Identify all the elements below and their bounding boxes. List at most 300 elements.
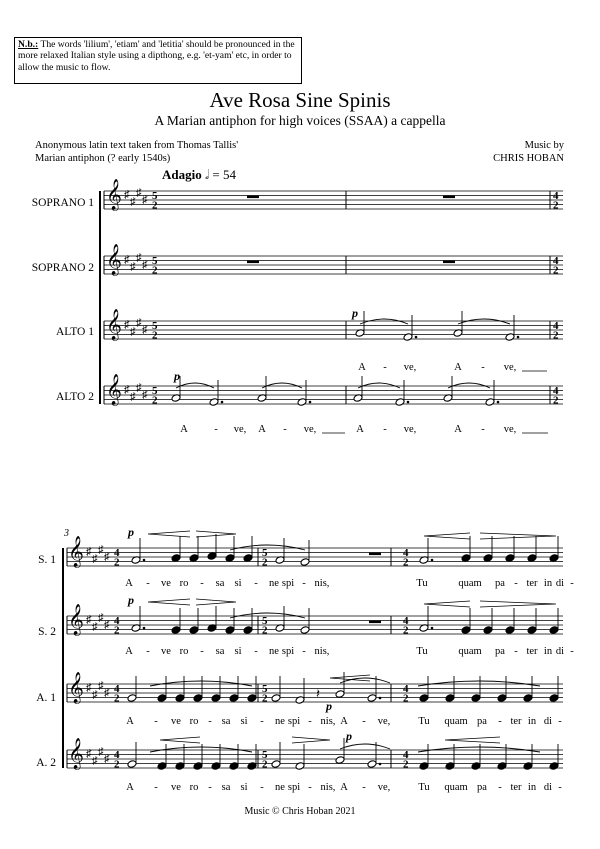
time-signature-denominator: 2	[114, 624, 120, 637]
dynamic-mark: p	[346, 729, 352, 743]
augmentation-dot	[431, 559, 434, 562]
part-label-s2: S. 2	[38, 626, 56, 638]
whole-rest-icon	[369, 621, 381, 624]
lyric-alto1: spi	[287, 716, 301, 727]
time-signature-denominator: 2	[553, 199, 559, 212]
notehead	[209, 398, 219, 407]
time-signature-numerator: 5	[262, 615, 268, 627]
time-signature-numerator: 4	[403, 749, 409, 761]
lyric-soprano: quam	[458, 646, 482, 657]
piece-subtitle: A Marian antiphon for high voices (SSAA) a cappella	[154, 113, 446, 128]
composer-credit-line-1: Music by	[524, 140, 564, 151]
lyric-soprano: -	[146, 646, 150, 657]
lyric-alto1: -	[558, 716, 562, 727]
sharp-icon: ♯	[92, 553, 98, 565]
sharp-icon: ♯	[124, 254, 130, 266]
lyric-soprano: A	[125, 578, 133, 589]
lyric-soprano: in	[543, 578, 553, 589]
lyric-alto2: ter	[510, 782, 522, 793]
treble-clef-icon: 𝄞	[106, 374, 122, 404]
notehead	[445, 762, 455, 771]
crescendo-hairpin	[424, 601, 470, 607]
slur	[458, 319, 510, 324]
notehead	[549, 626, 559, 635]
sharp-icon: ♯	[136, 187, 142, 199]
augmentation-dot	[497, 401, 500, 404]
slur	[360, 319, 408, 324]
lyric-alto2: ve,	[377, 782, 391, 793]
lyric-soprano: -	[570, 578, 574, 589]
lyric-alto2: ne	[275, 782, 285, 793]
slur	[150, 681, 252, 686]
text-credit-line-2: Marian antiphon (? early 1540s)	[35, 152, 171, 164]
time-signature-denominator: 2	[114, 692, 120, 705]
lyric-alto2: A	[180, 424, 188, 435]
lyric-soprano: Tu	[416, 646, 428, 657]
lyric-alto1: si	[240, 716, 248, 727]
notehead	[189, 554, 199, 563]
lyric-alto2: A	[340, 782, 348, 793]
notehead	[395, 398, 405, 407]
time-signature-numerator: 4	[553, 320, 559, 332]
sharp-icon: ♯	[136, 252, 142, 264]
lyric-alto1: A	[358, 362, 366, 373]
treble-clef-icon: 𝄞	[68, 738, 84, 768]
lyric-alto2: ve	[171, 782, 181, 793]
augmentation-dot	[379, 697, 382, 700]
lyric-soprano: -	[570, 646, 574, 657]
augmentation-dot	[143, 559, 146, 562]
notehead	[527, 626, 537, 635]
lyric-alto2: -	[498, 782, 502, 793]
sharp-icon: ♯	[136, 382, 142, 394]
notehead	[295, 762, 305, 771]
lyric-alto2: in	[527, 782, 537, 793]
time-signature-denominator: 2	[403, 692, 409, 705]
crescendo-hairpin	[148, 599, 190, 605]
time-signature-numerator: 4	[553, 255, 559, 267]
lyric-soprano: nis,	[314, 646, 330, 657]
sharp-icon: ♯	[104, 687, 110, 699]
lyric-alto1: pa	[477, 716, 487, 727]
lyric-alto1: nis,	[320, 716, 336, 727]
time-signature-numerator: 5	[152, 190, 158, 202]
notehead	[243, 626, 253, 635]
notehead	[295, 696, 305, 705]
time-signature-numerator: 5	[262, 683, 268, 695]
whole-rest-icon	[247, 196, 259, 199]
crescendo-hairpin	[424, 533, 470, 539]
sharp-icon: ♯	[92, 689, 98, 701]
notehead	[485, 398, 495, 407]
lyric-alto2: -	[308, 782, 312, 793]
lyric-alto2: -	[383, 424, 387, 435]
lyric-soprano: ne	[269, 578, 279, 589]
notehead	[300, 558, 310, 567]
sharp-icon: ♯	[104, 753, 110, 765]
lyric-alto2: sa	[221, 782, 231, 793]
lyric-alto1: -	[154, 716, 158, 727]
part-label-soprano-1: SOPRANO 1	[31, 197, 94, 209]
lyric-alto2: -	[260, 782, 264, 793]
copyright-footer: Music © Chris Hoban 2021	[244, 806, 356, 817]
slur	[418, 747, 540, 752]
time-signature-numerator: 4	[114, 615, 120, 627]
part-label-soprano-2: SOPRANO 2	[31, 262, 94, 274]
lyric-alto1: -	[308, 716, 312, 727]
time-signature-denominator: 2	[262, 692, 268, 705]
quarter-rest-icon: 𝄽	[316, 686, 320, 701]
whole-rest-icon	[443, 261, 455, 264]
notehead	[193, 762, 203, 771]
time-signature-numerator: 5	[262, 749, 268, 761]
lyric-soprano: A	[125, 646, 133, 657]
lyric-soprano: -	[302, 646, 306, 657]
time-signature-denominator: 2	[553, 394, 559, 407]
sharp-icon: ♯	[124, 384, 130, 396]
part-label-alto-2: ALTO 2	[55, 391, 94, 403]
slur	[150, 747, 252, 752]
notehead	[461, 626, 471, 635]
slur	[230, 545, 305, 550]
notehead	[505, 333, 515, 342]
crescendo-hairpin	[445, 737, 500, 743]
lyric-alto2: -	[208, 782, 212, 793]
notehead	[175, 694, 185, 703]
notehead	[193, 694, 203, 703]
sharp-icon: ♯	[142, 324, 148, 336]
lyric-alto2: -	[214, 424, 218, 435]
lyric-soprano: -	[514, 646, 518, 657]
lyric-soprano: pa	[495, 646, 505, 657]
time-signature-denominator: 2	[152, 394, 158, 407]
lyric-soprano: nis,	[314, 578, 330, 589]
augmentation-dot	[221, 401, 224, 404]
lyric-alto2: ve,	[303, 424, 317, 435]
lyric-alto1: -	[383, 362, 387, 373]
lyric-alto1: quam	[444, 716, 468, 727]
sharp-icon: ♯	[98, 612, 104, 624]
notehead	[175, 762, 185, 771]
augmentation-dot	[517, 336, 520, 339]
notehead	[497, 694, 507, 703]
time-signature-denominator: 2	[553, 329, 559, 342]
part-label-a2: A. 2	[36, 757, 56, 769]
notehead	[127, 694, 137, 703]
lyric-alto1: -	[362, 716, 366, 727]
time-signature-denominator: 2	[262, 624, 268, 637]
composer-credit-line-2: CHRIS HOBAN	[493, 152, 564, 164]
notehead	[335, 690, 345, 699]
tempo-word: Adagio	[162, 167, 202, 182]
notehead	[189, 626, 199, 635]
whole-rest-icon	[247, 261, 259, 264]
sharp-icon: ♯	[86, 682, 92, 694]
lyric-alto1: -	[498, 716, 502, 727]
lyric-alto2: quam	[444, 782, 468, 793]
lyric-alto2: di	[543, 782, 553, 793]
notehead	[211, 694, 221, 703]
lyric-alto1: ve,	[503, 362, 517, 373]
lyric-alto1: Tu	[418, 716, 430, 727]
time-signature-denominator: 2	[553, 264, 559, 277]
time-signature-numerator: 5	[262, 547, 268, 559]
time-signature-numerator: 4	[553, 385, 559, 397]
lyric-soprano: sa	[215, 646, 225, 657]
notehead	[243, 554, 253, 563]
lyric-soprano: spi	[281, 578, 295, 589]
lyric-soprano: ro	[179, 578, 189, 589]
lyric-alto1: in	[527, 716, 537, 727]
treble-clef-icon: 𝄞	[68, 672, 84, 702]
note-text: The words 'lilium', 'etiam' and 'letitia' should be pronounced in the more relaxed Italian style using a dipthong, e.g. 'et-yam' etc, in order to allow the music to flow.	[18, 39, 295, 73]
slur	[230, 613, 305, 618]
lyric-alto2: ve,	[403, 424, 417, 435]
lyric-alto2: ve,	[503, 424, 517, 435]
time-signature-denominator: 2	[114, 556, 120, 569]
time-signature-numerator: 4	[403, 547, 409, 559]
lyric-soprano: -	[200, 646, 204, 657]
treble-clef-icon: 𝄞	[106, 179, 122, 209]
lyric-alto1: A	[454, 362, 462, 373]
lyric-soprano: pa	[495, 578, 505, 589]
diminuendo-hairpin	[480, 601, 556, 607]
notehead	[157, 762, 167, 771]
notehead	[297, 398, 307, 407]
time-signature-numerator: 4	[403, 615, 409, 627]
lyric-alto1: ter	[510, 716, 522, 727]
sharp-icon: ♯	[92, 621, 98, 633]
notehead	[229, 694, 239, 703]
notehead	[247, 694, 257, 703]
notehead	[483, 626, 493, 635]
notehead	[549, 762, 559, 771]
notehead	[271, 760, 281, 769]
whole-rest-icon	[443, 196, 455, 199]
dynamic-mark: p	[352, 306, 358, 320]
slur	[340, 744, 390, 749]
time-signature-denominator: 2	[403, 758, 409, 771]
sharp-icon: ♯	[104, 551, 110, 563]
notehead	[157, 694, 167, 703]
sharp-icon: ♯	[124, 319, 130, 331]
lyric-soprano: -	[514, 578, 518, 589]
half-note-icon: 𝅗𝅥	[204, 167, 210, 182]
time-signature-denominator: 2	[152, 329, 158, 342]
sharp-icon: ♯	[86, 614, 92, 626]
diminuendo-hairpin	[196, 599, 236, 605]
time-signature-denominator: 2	[262, 758, 268, 771]
lyric-alto2: nis,	[320, 782, 336, 793]
slur	[176, 383, 214, 388]
time-signature-numerator: 5	[152, 255, 158, 267]
lyric-alto2: A	[454, 424, 462, 435]
augmentation-dot	[309, 401, 312, 404]
lyric-soprano: -	[254, 578, 258, 589]
notehead	[471, 762, 481, 771]
notehead	[471, 694, 481, 703]
notehead	[483, 554, 493, 563]
lyric-soprano: sa	[215, 578, 225, 589]
time-signature-numerator: 4	[114, 547, 120, 559]
sharp-icon: ♯	[124, 189, 130, 201]
time-signature-denominator: 2	[152, 264, 158, 277]
crescendo-hairpin	[148, 531, 190, 537]
crescendo-hairpin	[160, 737, 200, 743]
treble-clef-icon: 𝄞	[68, 536, 84, 566]
dynamic-mark: p	[174, 369, 180, 383]
lyric-soprano: in	[543, 646, 553, 657]
lyric-soprano: ter	[526, 646, 538, 657]
part-label-s1: S. 1	[38, 554, 56, 566]
sharp-icon: ♯	[130, 196, 136, 208]
notehead	[367, 760, 377, 769]
lyric-alto1: ro	[189, 716, 199, 727]
time-signature-denominator: 2	[403, 624, 409, 637]
tempo-value: = 54	[212, 167, 236, 182]
notehead	[403, 333, 413, 342]
notehead	[211, 762, 221, 771]
treble-clef-icon: 𝄞	[106, 244, 122, 274]
diminuendo-hairpin	[480, 533, 556, 539]
diminuendo-hairpin	[292, 737, 330, 743]
notehead	[419, 694, 429, 703]
part-label-a1: A. 1	[36, 692, 56, 704]
notehead	[207, 552, 217, 561]
sharp-icon: ♯	[136, 317, 142, 329]
notehead	[171, 626, 181, 635]
sharp-icon: ♯	[92, 755, 98, 767]
sharp-icon: ♯	[142, 259, 148, 271]
sharp-icon: ♯	[98, 746, 104, 758]
lyric-alto2: -	[154, 782, 158, 793]
sharp-icon: ♯	[104, 619, 110, 631]
notehead	[445, 694, 455, 703]
time-signature-numerator: 4	[553, 190, 559, 202]
slur	[418, 681, 540, 686]
augmentation-dot	[407, 401, 410, 404]
lyric-alto1: ne	[275, 716, 285, 727]
treble-clef-icon: 𝄞	[68, 604, 84, 634]
notehead	[225, 626, 235, 635]
lyric-soprano: di	[555, 578, 565, 589]
part-label-alto-1: ALTO 1	[55, 326, 94, 338]
sharp-icon: ♯	[86, 546, 92, 558]
notehead	[549, 694, 559, 703]
notehead	[505, 554, 515, 563]
lyric-alto2: A	[356, 424, 364, 435]
lyric-alto2: -	[362, 782, 366, 793]
piece-title: Ave Rosa Sine Spinis	[209, 88, 391, 112]
augmentation-dot	[379, 763, 382, 766]
lyric-alto1: -	[481, 362, 485, 373]
whole-rest-icon	[369, 553, 381, 556]
notehead	[497, 762, 507, 771]
notehead	[367, 694, 377, 703]
time-signature-numerator: 5	[152, 320, 158, 332]
augmentation-dot	[415, 336, 418, 339]
lyric-soprano: ve	[161, 578, 171, 589]
sharp-icon: ♯	[130, 391, 136, 403]
lyric-alto2: -	[558, 782, 562, 793]
dynamic-mark: p	[128, 525, 134, 539]
time-signature-denominator: 2	[262, 556, 268, 569]
sharp-icon: ♯	[130, 326, 136, 338]
notehead	[527, 554, 537, 563]
lyric-alto2: -	[283, 424, 287, 435]
lyric-alto1: ve	[171, 716, 181, 727]
notehead	[271, 694, 281, 703]
augmentation-dot	[143, 627, 146, 630]
lyric-soprano: ro	[179, 646, 189, 657]
lyric-alto1: A	[126, 716, 134, 727]
time-signature-denominator: 2	[114, 758, 120, 771]
lyric-soprano: Tu	[416, 578, 428, 589]
time-signature-denominator: 2	[403, 556, 409, 569]
dynamic-mark: p	[128, 593, 134, 607]
lyric-soprano: -	[302, 578, 306, 589]
sharp-icon: ♯	[98, 544, 104, 556]
time-signature-denominator: 2	[152, 199, 158, 212]
slur	[448, 383, 490, 388]
lyric-alto1: -	[208, 716, 212, 727]
notehead	[419, 762, 429, 771]
measure-number: 3	[64, 528, 69, 539]
lyric-soprano: -	[200, 578, 204, 589]
lyric-soprano: quam	[458, 578, 482, 589]
lyric-alto2: spi	[287, 782, 301, 793]
lyric-soprano: si	[234, 578, 242, 589]
lyric-alto2: A	[258, 424, 266, 435]
lyric-alto2: pa	[477, 782, 487, 793]
time-signature-numerator: 5	[152, 385, 158, 397]
time-signature-numerator: 4	[114, 683, 120, 695]
lyric-alto1: di	[543, 716, 553, 727]
lyric-soprano: ve	[161, 646, 171, 657]
dynamic-mark: p	[326, 699, 332, 713]
notehead	[549, 554, 559, 563]
lyric-alto1: -	[260, 716, 264, 727]
lyric-alto1: ve,	[377, 716, 391, 727]
lyric-alto1: sa	[221, 716, 231, 727]
lyric-alto2: ro	[189, 782, 199, 793]
notehead	[505, 626, 515, 635]
note-label: N.b.:	[18, 39, 39, 50]
sharp-icon: ♯	[142, 194, 148, 206]
lyric-soprano: di	[555, 646, 565, 657]
augmentation-dot	[431, 627, 434, 630]
lyric-alto2: A	[126, 782, 134, 793]
lyric-alto2: -	[481, 424, 485, 435]
slur	[262, 383, 302, 388]
lyric-alto2: ve,	[233, 424, 247, 435]
sharp-icon: ♯	[142, 389, 148, 401]
notehead	[247, 762, 257, 771]
notehead	[335, 756, 345, 765]
lyric-soprano: -	[146, 578, 150, 589]
lyric-soprano: spi	[281, 646, 295, 657]
lyric-soprano: -	[254, 646, 258, 657]
notehead	[461, 554, 471, 563]
lyric-alto1: ve,	[403, 362, 417, 373]
sharp-icon: ♯	[86, 748, 92, 760]
notehead	[300, 626, 310, 635]
lyric-alto2: Tu	[418, 782, 430, 793]
notehead	[127, 760, 137, 769]
lyric-soprano: ne	[269, 646, 279, 657]
notehead	[523, 762, 533, 771]
sharp-icon: ♯	[130, 261, 136, 273]
